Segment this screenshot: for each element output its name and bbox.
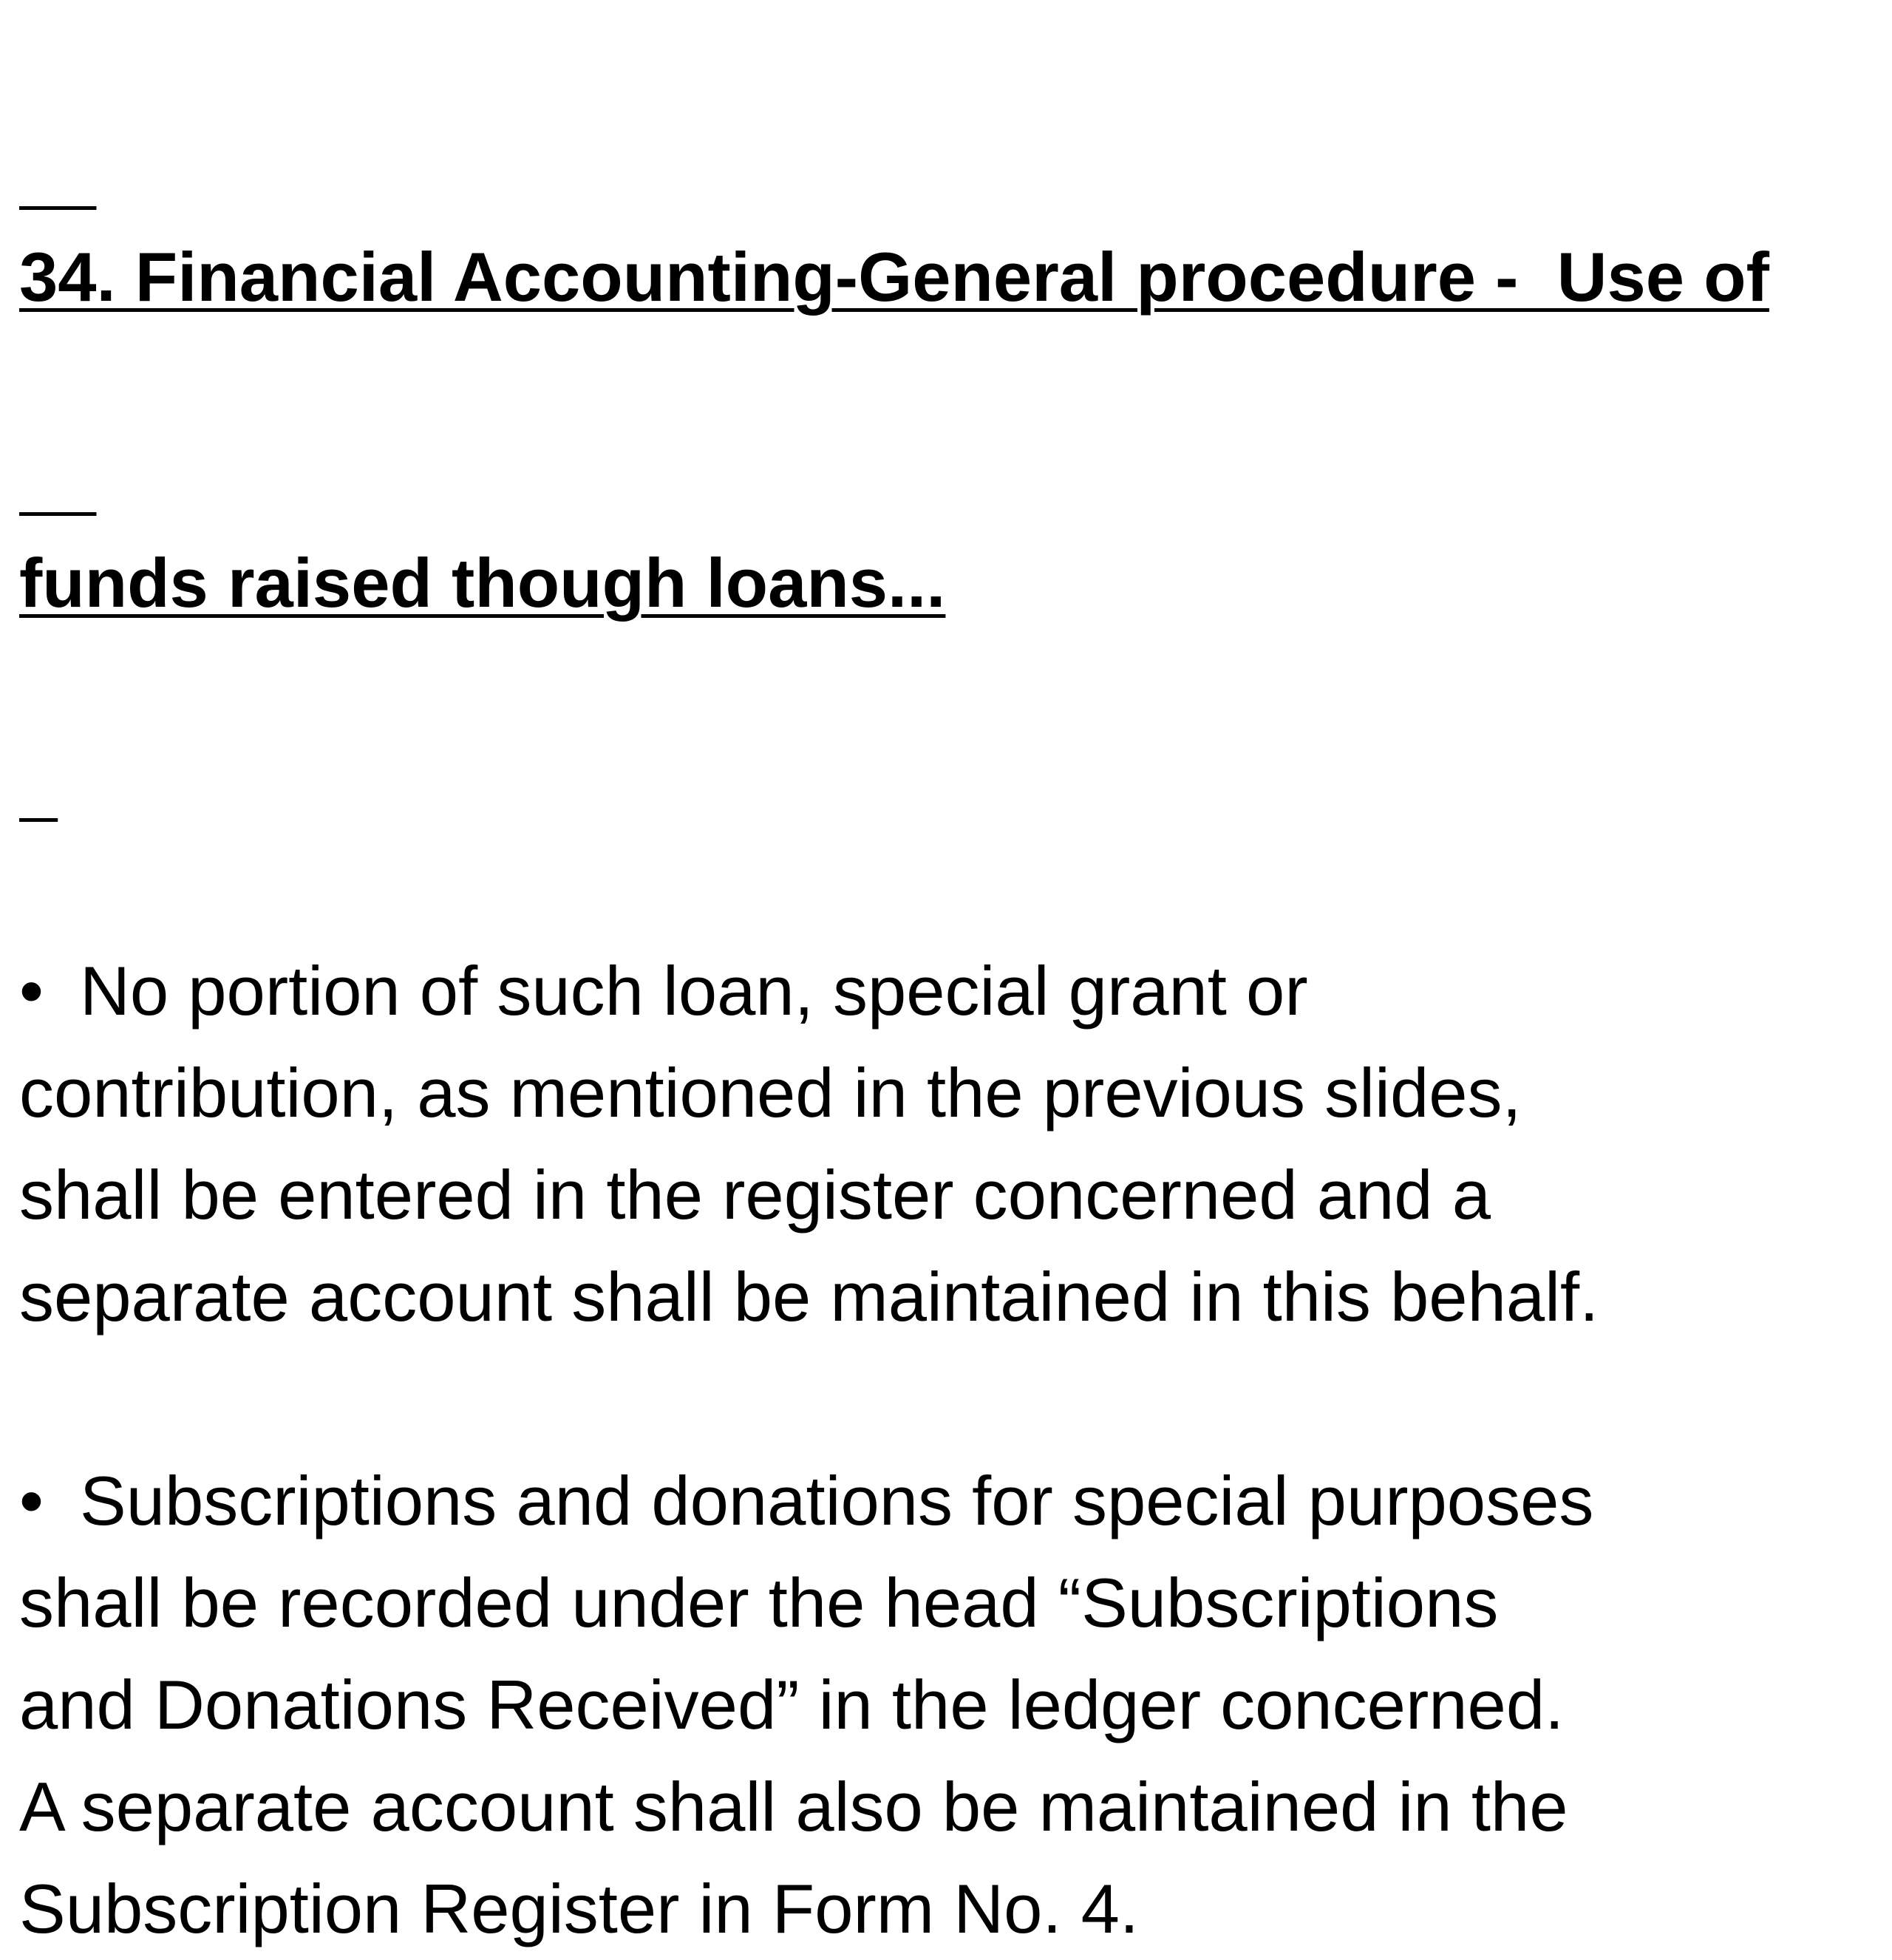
bullet-icon: • [19,952,44,1030]
bullet-icon: • [19,1462,44,1539]
slide [19,22,1874,1947]
bullet-line: shall be entered in the register concerned and a [19,1156,1491,1233]
bullet-line: shall be recorded under the head “Subscriptions [19,1564,1499,1641]
bullet-list [19,940,1874,1960]
bullet-line: separate account shall be maintained in this behalf. [19,1258,1599,1335]
slide-title-line: 34. Financial Accounting-General procedure - Use of [19,238,1769,316]
bullet-line [19,1450,1874,1552]
bullet-line: Subscription Register in Form No. 4. [19,1870,1140,1947]
bullet-text: No portion of such loan, special grant or [80,952,1308,1030]
bullet-item [19,940,1874,1348]
bullet-line: A separate account shall also be maintained in the [19,1768,1568,1845]
slide-title-line: funds raised though loans... [19,544,946,622]
slide-title [19,22,1874,838]
bullet-text: Subscriptions and donations for special purposes [80,1462,1594,1539]
bullet-item [19,1450,1874,1960]
bullet-line [19,940,1874,1042]
bullet-line: contribution, as mentioned in the previous slides, [19,1054,1522,1132]
bullet-line: and Donations Received” in the ledger concerned. [19,1666,1565,1743]
